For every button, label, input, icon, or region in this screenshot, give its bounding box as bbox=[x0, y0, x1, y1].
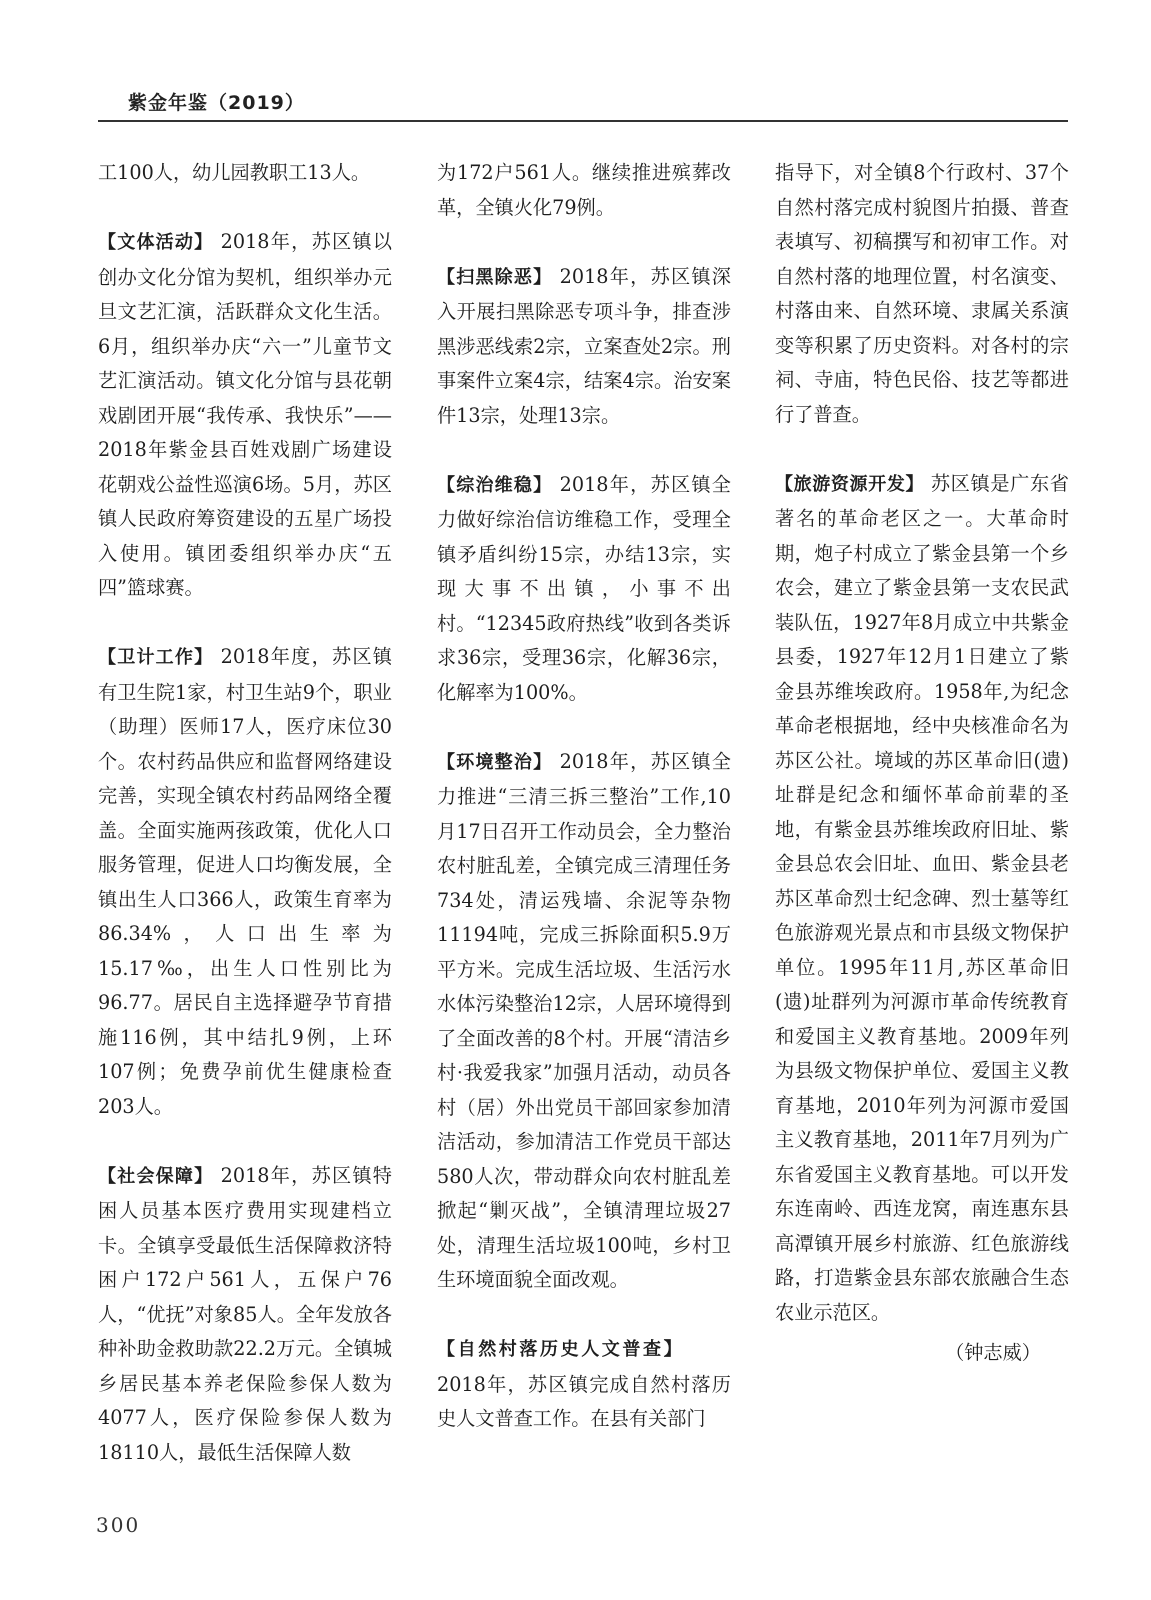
paragraph-text: 为172户561人。继续推进殡葬改革，全镇火化79例。 bbox=[437, 161, 731, 219]
header-rule bbox=[98, 120, 1068, 122]
section-title: 【社会保障】 bbox=[98, 1165, 214, 1187]
section-anti-crime bbox=[437, 260, 731, 434]
section-village-survey bbox=[437, 1332, 731, 1437]
paragraph-continued bbox=[775, 156, 1069, 432]
section-health-family-planning bbox=[98, 640, 392, 1124]
section-stability bbox=[437, 468, 731, 711]
section-text: 2018年，苏区镇深入开展扫黑除恶专项斗争，排查涉黑涉恶线索2宗，立案查处2宗。刑事案件立案4宗，结案4宗。治安案件13宗，处理13宗。 bbox=[437, 264, 731, 427]
section-social-security bbox=[98, 1159, 392, 1471]
paragraph-continued bbox=[437, 156, 731, 225]
section-text: 2018年，苏区镇全力推进“三清三拆三整治”工作,10月17日召开工作动员会，全力整治农村脏乱差，全镇完成三清理任务734处，清运残墙、余泥等杂物11194吨，完成三拆除面积5.9万平方米。完成生活垃圾、生活污水水体污染整治12宗，人居环境得到了全面改善的8个村。开展“清洁乡村·我爱我家”加强月活动，动员各村（居）外出党员干部回家参加清洁活动，参加清洁工作党员干部达580人次，带动群众向农村脏乱差掀起“剿灭战”，全镇清理垃圾27处，清理生活垃圾100吨，乡村卫生环境面貌全面改观。 bbox=[437, 749, 731, 1291]
running-header-title: 紫金年鉴（2019） bbox=[128, 92, 305, 114]
section-title: 【文体活动】 bbox=[98, 232, 214, 253]
section-environment bbox=[437, 745, 731, 1298]
section-title: 【卫计工作】 bbox=[98, 647, 214, 668]
section-text: 2018年，苏区镇特困人员基本医疗费用实现建档立卡。全镇享受最低生活保障救济特困户172户561人，五保户76人，“优抚”对象85人。全年发放各种补助金救助款22.2万元。全镇城乡居民基本养老保险参保人数为4077人，医疗保险参保人数为18110人，最低生活保障人数 bbox=[98, 1163, 392, 1464]
paragraph-continued bbox=[98, 156, 392, 191]
section-culture-sports bbox=[98, 225, 392, 606]
column-3 bbox=[775, 156, 1069, 1371]
column-2 bbox=[437, 156, 731, 1437]
section-text: 苏区镇是广东省著名的革命老区之一。大革命时期，炮子村成立了紫金县第一个乡农会，建立了紫金县第一支农民武装队伍，1927年8月成立中共紫金县委，1927年12月1日建立了紫金县苏维埃政府。1958年,为纪念革命老根据地，经中央核准命名为苏区公社。境域的苏区革命旧(遗)址群是纪念和缅怀革命前辈的圣地，有紫金县苏维埃政府旧址、紫金县总农会旧址、血田、紫金县老苏区革命烈士纪念碑、烈士墓等红色旅游观光景点和市县级文物保护单位。1995年11月,苏区革命旧(遗)址群列为河源市革命传统教育和爱国主义教育基地。2009年列为县级文物保护单位、爱国主义教育基地，2010年列为河源市爱国主义教育基地，2011年7月列为广东省爱国主义教育基地。可以开发东连南岭、西连龙窝，南连惠东县高潭镇开展乡村旅游、红色旅游线路，打造紫金县东部农旅融合生态农业示范区。 bbox=[775, 471, 1069, 1324]
section-text: 2018年度，苏区镇有卫生院1家，村卫生站9个，职业（助理）医师17人，医疗床位30个。农村药品供应和监督网络建设完善，实现全镇农村药品网络全覆盖。全面实施两孩政策，优化人口服务管理，促进人口均衡发展，全镇出生人口366人，政策生育率为86.34%，人口出生率为15.17‰，出生人口性别比为96.77。居民自主选择避孕节育措施116例，其中结扎9例，上环107例；免费孕前优生健康检查203人。 bbox=[98, 645, 392, 1118]
page-number: 300 bbox=[96, 1513, 141, 1537]
section-text: 2018年，苏区镇完成自然村落历史人文普查工作。在县有关部门 bbox=[437, 1372, 731, 1430]
section-text: 2018年，苏区镇以创办文化分馆为契机，组织举办元旦文艺汇演，活跃群众文化生活。6月，组织举办庆“六一”儿童节文艺汇演活动。镇文化分馆与县花朝戏剧团开展“我传承、我快乐”——2018年紫金县百姓戏剧广场建设花朝戏公益性巡演6场。5月，苏区镇人民政府筹资建设的五星广场投入使用。镇团委组织举办庆“五四”篮球赛。 bbox=[98, 230, 392, 599]
section-title: 【扫黑除恶】 bbox=[437, 266, 553, 288]
paragraph-text: 工100人，幼儿园教职工13人。 bbox=[98, 161, 371, 184]
section-title: 【环境整治】 bbox=[437, 751, 553, 773]
section-text: 2018年，苏区镇全力做好综治信访维稳工作，受理全镇矛盾纠纷15宗，办结13宗，实现大事不出镇，小事不出村。“12345政府热线”收到各类诉求36宗，受理36宗，化解36宗，化解率为100%。 bbox=[437, 472, 731, 704]
paragraph-text: 指导下，对全镇8个行政村、37个自然村落完成村貌图片拍摄、普查表填写、初稿撰写和初审工作。对自然村落的地理位置，村名演变、村落由来、自然环境、隶属关系演变等积累了历史资料。对各村的宗祠、寺庙，特色民俗、技艺等都进行了普查。 bbox=[775, 161, 1069, 426]
author-credit: （钟志威） bbox=[945, 1341, 1041, 1364]
section-title: 【自然村落历史人文普查】 bbox=[437, 1339, 685, 1360]
section-title: 【旅游资源开发】 bbox=[775, 473, 925, 495]
column-1 bbox=[98, 156, 392, 1470]
section-tourism bbox=[775, 467, 1069, 1331]
section-title: 【综治维稳】 bbox=[437, 474, 553, 496]
